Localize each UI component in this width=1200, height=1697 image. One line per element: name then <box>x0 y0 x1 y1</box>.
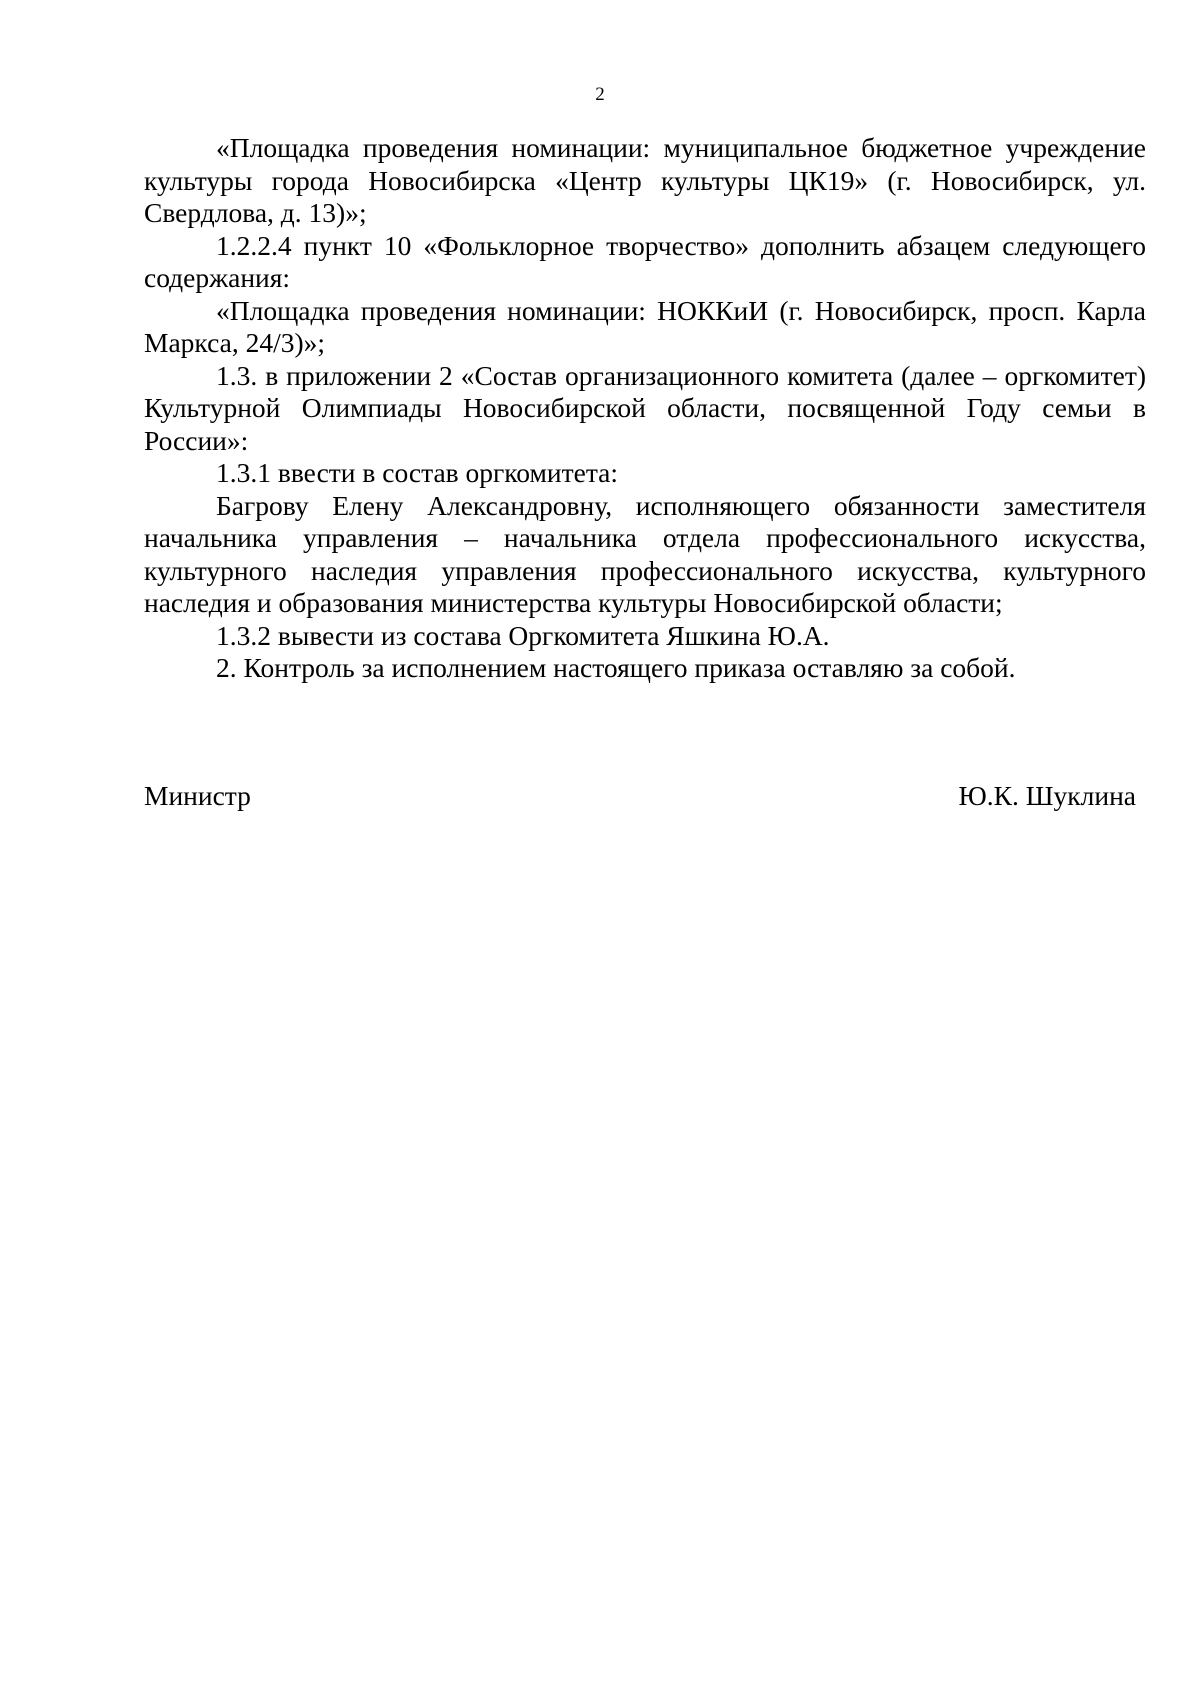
paragraph-item-1-3-2: 1.3.2 вывести из состава Оргкомитета Яшкина Ю.А. <box>216 619 830 651</box>
paragraph-venue-ck19: «Площадка проведения номинации: муниципальное бюджетное учреждение культуры города Новосибирска «Центр культуры ЦК19» (г. Новосибирск, ул. Свердлова, д. 13)»; <box>144 132 1146 228</box>
signatory-position: Министр <box>144 780 251 811</box>
signature-block <box>144 780 1136 813</box>
paragraph-item-1-2-2-4: 1.2.2.4 пункт 10 «Фольклорное творчество» дополнить абзацем следующего содержания: <box>144 229 1146 293</box>
document-body <box>144 132 1146 685</box>
paragraph-venue-nokkii: «Площадка проведения номинации: НОККиИ (г. Новосибирск, просп. Карла Маркса, 24/3)»; <box>144 294 1146 358</box>
paragraph-item-1-3: 1.3. в приложении 2 «Состав организационного комитета (далее – оргкомитет) Культурной Олимпиады Новосибирской области, посвященной Году семьи в России»: <box>144 359 1146 456</box>
paragraph-item-2: 2. Контроль за исполнением настоящего приказа оставляю за собой. <box>216 652 1016 683</box>
paragraph-new-member: Багрову Елену Александровну, исполняющего обязанности заместителя начальника управления – начальника отдела профессионального искусства, культурного наследия управления профессионального искусства, культурного наследия и образования министерства культуры Новосибирской области; <box>144 489 1146 618</box>
page-number: 2 <box>595 84 605 105</box>
paragraph-item-1-3-1: 1.3.1 ввести в состав оргкомитета: <box>216 457 619 488</box>
signatory-name: Ю.К. Шуклина <box>958 780 1136 811</box>
